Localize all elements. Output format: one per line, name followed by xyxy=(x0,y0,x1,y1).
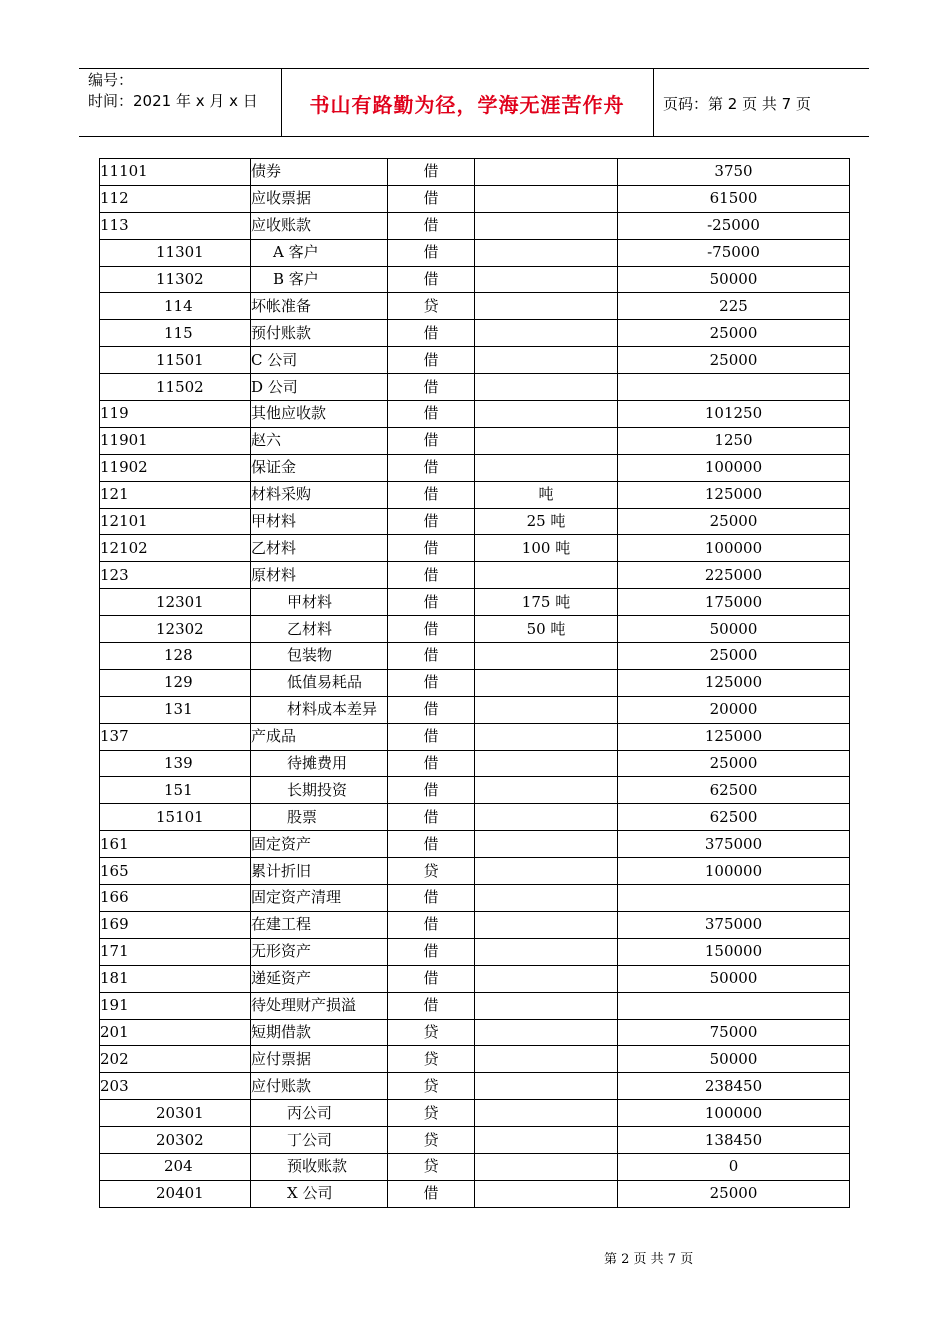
account-name-cell: 债券 xyxy=(251,159,388,186)
amount-cell: 50000 xyxy=(618,965,850,992)
balance-direction-cell: 借 xyxy=(388,212,475,239)
amount-cell: 25000 xyxy=(618,643,850,670)
table-row xyxy=(100,1153,850,1180)
quantity-cell: 25 吨 xyxy=(475,508,618,535)
account-code-cell: 115 xyxy=(100,320,251,347)
account-code-cell: 169 xyxy=(100,911,251,938)
account-code-cell: 202 xyxy=(100,1046,251,1073)
table-row xyxy=(100,911,850,938)
balance-direction-cell: 借 xyxy=(388,831,475,858)
quantity-cell xyxy=(475,374,618,401)
account-name-cell: B 客户 xyxy=(251,266,388,293)
balance-direction-cell: 借 xyxy=(388,508,475,535)
table-row xyxy=(100,643,850,670)
account-name-cell: 原材料 xyxy=(251,562,388,589)
quantity-cell xyxy=(475,723,618,750)
account-name-cell: C 公司 xyxy=(251,347,388,374)
table-row xyxy=(100,723,850,750)
header-meta xyxy=(88,70,258,112)
amount-cell: 50000 xyxy=(618,1046,850,1073)
balance-direction-cell: 借 xyxy=(388,696,475,723)
quantity-cell xyxy=(475,1100,618,1127)
account-code-cell: 137 xyxy=(100,723,251,750)
account-name-cell: 乙材料 xyxy=(251,535,388,562)
account-name-cell: 待处理财产损溢 xyxy=(251,992,388,1019)
account-code-cell: 191 xyxy=(100,992,251,1019)
account-code-cell: 113 xyxy=(100,212,251,239)
balance-direction-cell: 贷 xyxy=(388,293,475,320)
table-row xyxy=(100,293,850,320)
balance-direction-cell: 借 xyxy=(388,454,475,481)
quantity-cell: 100 吨 xyxy=(475,535,618,562)
header-bottom-rule xyxy=(79,136,869,137)
account-name-cell: A 客户 xyxy=(251,239,388,266)
balance-direction-cell: 借 xyxy=(388,965,475,992)
amount-cell: 25000 xyxy=(618,347,850,374)
balance-direction-cell: 借 xyxy=(388,239,475,266)
quantity-cell xyxy=(475,1046,618,1073)
balance-direction-cell: 贷 xyxy=(388,858,475,885)
balance-direction-cell: 借 xyxy=(388,911,475,938)
header-page-number: 页码：第 2 页 共 7 页 xyxy=(663,95,811,113)
table-row xyxy=(100,777,850,804)
amount-cell: 101250 xyxy=(618,401,850,428)
balance-direction-cell: 借 xyxy=(388,481,475,508)
account-code-cell: 114 xyxy=(100,293,251,320)
account-code-cell: 201 xyxy=(100,1019,251,1046)
balance-direction-cell: 借 xyxy=(388,643,475,670)
quantity-cell xyxy=(475,427,618,454)
account-code-cell: 11301 xyxy=(100,239,251,266)
account-code-cell: 151 xyxy=(100,777,251,804)
header-top-rule xyxy=(79,68,869,69)
amount-cell xyxy=(618,992,850,1019)
account-name-cell: D 公司 xyxy=(251,374,388,401)
account-name-cell: 在建工程 xyxy=(251,911,388,938)
account-code-cell: 166 xyxy=(100,885,251,912)
account-name-cell: 固定资产清理 xyxy=(251,885,388,912)
balance-direction-cell: 借 xyxy=(388,1180,475,1207)
account-name-cell: 应付账款 xyxy=(251,1073,388,1100)
account-name-cell: 固定资产 xyxy=(251,831,388,858)
amount-cell xyxy=(618,885,850,912)
account-table xyxy=(99,158,850,1208)
quantity-cell xyxy=(475,911,618,938)
balance-direction-cell: 贷 xyxy=(388,1100,475,1127)
account-code-cell: 171 xyxy=(100,938,251,965)
balance-direction-cell: 借 xyxy=(388,938,475,965)
amount-cell: 25000 xyxy=(618,508,850,535)
amount-cell: 125000 xyxy=(618,669,850,696)
amount-cell: 175000 xyxy=(618,589,850,616)
account-code-cell: 161 xyxy=(100,831,251,858)
table-row xyxy=(100,1019,850,1046)
account-name-cell: 累计折旧 xyxy=(251,858,388,885)
balance-direction-cell: 贷 xyxy=(388,1127,475,1154)
quantity-cell xyxy=(475,1073,618,1100)
balance-direction-cell: 借 xyxy=(388,347,475,374)
account-code-cell: 123 xyxy=(100,562,251,589)
table-row xyxy=(100,1046,850,1073)
balance-direction-cell: 借 xyxy=(388,669,475,696)
account-name-cell: 预收账款 xyxy=(251,1153,388,1180)
balance-direction-cell: 借 xyxy=(388,804,475,831)
account-code-cell: 128 xyxy=(100,643,251,670)
account-name-cell: 应付票据 xyxy=(251,1046,388,1073)
account-code-cell: 203 xyxy=(100,1073,251,1100)
account-code-cell: 121 xyxy=(100,481,251,508)
amount-cell: 75000 xyxy=(618,1019,850,1046)
quantity-cell xyxy=(475,1153,618,1180)
account-code-cell: 15101 xyxy=(100,804,251,831)
account-code-cell: 20301 xyxy=(100,1100,251,1127)
table-row xyxy=(100,239,850,266)
account-code-cell: 11501 xyxy=(100,347,251,374)
account-name-cell: 保证金 xyxy=(251,454,388,481)
balance-direction-cell: 借 xyxy=(388,750,475,777)
amount-cell: 225000 xyxy=(618,562,850,589)
account-name-cell: 乙材料 xyxy=(251,616,388,643)
account-code-cell: 131 xyxy=(100,696,251,723)
account-code-cell: 11502 xyxy=(100,374,251,401)
amount-cell: 125000 xyxy=(618,481,850,508)
quantity-cell xyxy=(475,831,618,858)
header-motto: 书山有路勤为径，学海无涯苦作舟 xyxy=(309,93,625,117)
amount-cell: 3750 xyxy=(618,159,850,186)
table-row xyxy=(100,1127,850,1154)
page-footer: 第 2 页 共 7 页 xyxy=(604,1252,694,1267)
account-name-cell: 产成品 xyxy=(251,723,388,750)
amount-cell: 25000 xyxy=(618,320,850,347)
account-name-cell: 应收账款 xyxy=(251,212,388,239)
account-name-cell: 材料成本差异 xyxy=(251,696,388,723)
account-code-cell: 11901 xyxy=(100,427,251,454)
table-row xyxy=(100,266,850,293)
document-number: 编号： xyxy=(88,71,134,89)
balance-direction-cell: 借 xyxy=(388,374,475,401)
account-name-cell: 递延资产 xyxy=(251,965,388,992)
balance-direction-cell: 借 xyxy=(388,562,475,589)
quantity-cell xyxy=(475,454,618,481)
quantity-cell xyxy=(475,965,618,992)
quantity-cell xyxy=(475,858,618,885)
table-row xyxy=(100,696,850,723)
quantity-cell: 50 吨 xyxy=(475,616,618,643)
table-row xyxy=(100,454,850,481)
account-name-cell: 股票 xyxy=(251,804,388,831)
header-divider xyxy=(653,68,654,136)
amount-cell: 61500 xyxy=(618,185,850,212)
quantity-cell xyxy=(475,669,618,696)
quantity-cell: 吨 xyxy=(475,481,618,508)
amount-cell: 238450 xyxy=(618,1073,850,1100)
account-code-cell: 12101 xyxy=(100,508,251,535)
table-row xyxy=(100,347,850,374)
balance-direction-cell: 借 xyxy=(388,589,475,616)
quantity-cell xyxy=(475,938,618,965)
account-name-cell: 包装物 xyxy=(251,643,388,670)
account-code-cell: 12302 xyxy=(100,616,251,643)
account-name-cell: 丙公司 xyxy=(251,1100,388,1127)
amount-cell: 150000 xyxy=(618,938,850,965)
amount-cell: 25000 xyxy=(618,750,850,777)
table-row xyxy=(100,750,850,777)
quantity-cell xyxy=(475,777,618,804)
table-row xyxy=(100,858,850,885)
amount-cell: -75000 xyxy=(618,239,850,266)
account-name-cell: 短期借款 xyxy=(251,1019,388,1046)
quantity-cell xyxy=(475,1180,618,1207)
quantity-cell xyxy=(475,159,618,186)
table-row xyxy=(100,589,850,616)
balance-direction-cell: 借 xyxy=(388,320,475,347)
table-row xyxy=(100,992,850,1019)
amount-cell: 20000 xyxy=(618,696,850,723)
table-row xyxy=(100,1073,850,1100)
quantity-cell xyxy=(475,643,618,670)
account-name-cell: 预付账款 xyxy=(251,320,388,347)
table-row xyxy=(100,1100,850,1127)
quantity-cell xyxy=(475,239,618,266)
table-row xyxy=(100,481,850,508)
account-name-cell: 长期投资 xyxy=(251,777,388,804)
balance-direction-cell: 贷 xyxy=(388,1153,475,1180)
amount-cell: 62500 xyxy=(618,777,850,804)
account-code-cell: 11902 xyxy=(100,454,251,481)
balance-direction-cell: 贷 xyxy=(388,1073,475,1100)
account-code-cell: 129 xyxy=(100,669,251,696)
balance-direction-cell: 借 xyxy=(388,992,475,1019)
table-row xyxy=(100,320,850,347)
table-row xyxy=(100,508,850,535)
amount-cell: 375000 xyxy=(618,911,850,938)
account-name-cell: 甲材料 xyxy=(251,508,388,535)
balance-direction-cell: 贷 xyxy=(388,1019,475,1046)
quantity-cell xyxy=(475,1019,618,1046)
table-row xyxy=(100,669,850,696)
table-row xyxy=(100,374,850,401)
amount-cell: 100000 xyxy=(618,1100,850,1127)
table-row xyxy=(100,562,850,589)
account-code-cell: 11302 xyxy=(100,266,251,293)
quantity-cell xyxy=(475,185,618,212)
account-name-cell: 坏帐准备 xyxy=(251,293,388,320)
amount-cell: 125000 xyxy=(618,723,850,750)
quantity-cell xyxy=(475,347,618,374)
amount-cell: 375000 xyxy=(618,831,850,858)
balance-direction-cell: 借 xyxy=(388,616,475,643)
account-code-cell: 12301 xyxy=(100,589,251,616)
balance-direction-cell: 贷 xyxy=(388,1046,475,1073)
account-name-cell: 低值易耗品 xyxy=(251,669,388,696)
balance-direction-cell: 借 xyxy=(388,401,475,428)
quantity-cell xyxy=(475,992,618,1019)
amount-cell xyxy=(618,374,850,401)
table-row xyxy=(100,965,850,992)
account-name-cell: 丁公司 xyxy=(251,1127,388,1154)
account-code-cell: 12102 xyxy=(100,535,251,562)
account-code-cell: 20302 xyxy=(100,1127,251,1154)
account-code-cell: 204 xyxy=(100,1153,251,1180)
amount-cell: 100000 xyxy=(618,454,850,481)
amount-cell: -25000 xyxy=(618,212,850,239)
account-name-cell: 应收票据 xyxy=(251,185,388,212)
table-row xyxy=(100,185,850,212)
account-code-cell: 165 xyxy=(100,858,251,885)
account-code-cell: 139 xyxy=(100,750,251,777)
amount-cell: 50000 xyxy=(618,266,850,293)
table-row xyxy=(100,804,850,831)
account-code-cell: 181 xyxy=(100,965,251,992)
account-name-cell: 无形资产 xyxy=(251,938,388,965)
balance-direction-cell: 借 xyxy=(388,723,475,750)
quantity-cell xyxy=(475,562,618,589)
account-code-cell: 112 xyxy=(100,185,251,212)
quantity-cell xyxy=(475,804,618,831)
amount-cell: 50000 xyxy=(618,616,850,643)
table-row xyxy=(100,938,850,965)
table-row xyxy=(100,1180,850,1207)
amount-cell: 1250 xyxy=(618,427,850,454)
table-row xyxy=(100,831,850,858)
account-name-cell: 材料采购 xyxy=(251,481,388,508)
amount-cell: 100000 xyxy=(618,858,850,885)
account-name-cell: 甲材料 xyxy=(251,589,388,616)
document-date: 时间：2021 年 x 月 x 日 xyxy=(88,92,258,110)
balance-direction-cell: 借 xyxy=(388,535,475,562)
account-table-body xyxy=(100,159,850,1208)
table-row xyxy=(100,616,850,643)
table-row xyxy=(100,427,850,454)
account-code-cell: 20401 xyxy=(100,1180,251,1207)
table-row xyxy=(100,885,850,912)
balance-direction-cell: 借 xyxy=(388,777,475,804)
account-code-cell: 11101 xyxy=(100,159,251,186)
quantity-cell xyxy=(475,1127,618,1154)
account-code-cell: 119 xyxy=(100,401,251,428)
quantity-cell xyxy=(475,885,618,912)
amount-cell: 138450 xyxy=(618,1127,850,1154)
quantity-cell xyxy=(475,401,618,428)
balance-direction-cell: 借 xyxy=(388,266,475,293)
balance-direction-cell: 借 xyxy=(388,185,475,212)
table-row xyxy=(100,159,850,186)
balance-direction-cell: 借 xyxy=(388,159,475,186)
account-name-cell: X 公司 xyxy=(251,1180,388,1207)
table-row xyxy=(100,535,850,562)
amount-cell: 0 xyxy=(618,1153,850,1180)
table-row xyxy=(100,212,850,239)
quantity-cell xyxy=(475,320,618,347)
quantity-cell xyxy=(475,696,618,723)
quantity-cell xyxy=(475,750,618,777)
amount-cell: 100000 xyxy=(618,535,850,562)
amount-cell: 62500 xyxy=(618,804,850,831)
balance-direction-cell: 借 xyxy=(388,427,475,454)
balance-direction-cell: 借 xyxy=(388,885,475,912)
account-name-cell: 其他应收款 xyxy=(251,401,388,428)
quantity-cell xyxy=(475,266,618,293)
quantity-cell: 175 吨 xyxy=(475,589,618,616)
account-name-cell: 赵六 xyxy=(251,427,388,454)
table-row xyxy=(100,401,850,428)
quantity-cell xyxy=(475,293,618,320)
account-name-cell: 待摊费用 xyxy=(251,750,388,777)
quantity-cell xyxy=(475,212,618,239)
amount-cell: 225 xyxy=(618,293,850,320)
amount-cell: 25000 xyxy=(618,1180,850,1207)
